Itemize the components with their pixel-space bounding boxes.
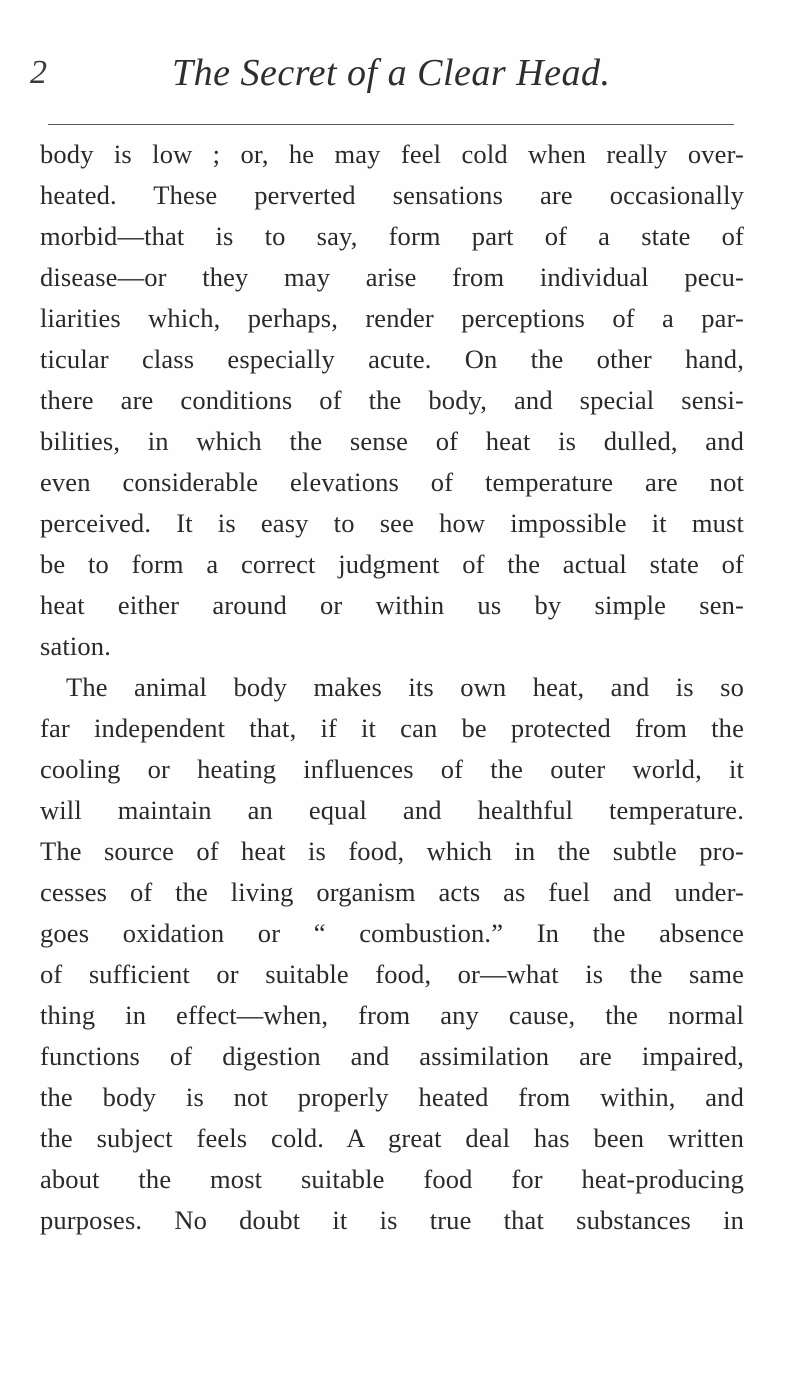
body-text (40, 134, 744, 1241)
text-line: ticular class especially acute. On the other hand, (40, 344, 744, 374)
text-line: functions of digestion and assimilation are impaired, (40, 1041, 744, 1071)
page-header (30, 48, 730, 98)
text-line: perceived. It is easy to see how impossible it must (40, 508, 744, 538)
text-line: the body is not properly heated from within, and (40, 1082, 744, 1112)
text-line: bilities, in which the sense of heat is dulled, and (40, 426, 744, 456)
text-line: heat either around or within us by simple sen- (40, 590, 744, 620)
text-line: goes oxidation or “ combustion.” In the absence (40, 918, 744, 948)
text-line: sation. (40, 631, 111, 661)
header-rule (48, 124, 734, 125)
text-line: thing in effect—when, from any cause, the normal (40, 1000, 744, 1030)
text-line: cesses of the living organism acts as fuel and under- (40, 877, 744, 907)
text-line: will maintain an equal and healthful temperature. (40, 795, 744, 825)
text-line: far independent that, if it can be protected from the (40, 713, 744, 743)
text-line: disease—or they may arise from individual pecu- (40, 262, 744, 292)
text-line: of sufficient or suitable food, or—what is the same (40, 959, 744, 989)
page-number: 2 (30, 54, 47, 91)
text-line: body is low ; or, he may feel cold when really over- (40, 139, 744, 169)
text-line: even considerable elevations of temperature are not (40, 467, 744, 497)
text-line: the subject feels cold. A great deal has been written (40, 1123, 744, 1153)
text-line: morbid—that is to say, form part of a state of (40, 221, 744, 251)
text-line: The source of heat is food, which in the subtle pro- (40, 836, 744, 866)
text-line: there are conditions of the body, and special sensi- (40, 385, 744, 415)
text-line: The animal body makes its own heat, and is so (66, 672, 744, 702)
text-line: heated. These perverted sensations are occasionally (40, 180, 744, 210)
running-title: The Secret of a Clear Head. (172, 52, 611, 94)
text-line: liarities which, perhaps, render perceptions of a par- (40, 303, 744, 333)
text-line: about the most suitable food for heat-producing (40, 1164, 744, 1194)
text-line: be to form a correct judgment of the actual state of (40, 549, 744, 579)
text-line: cooling or heating influences of the outer world, it (40, 754, 744, 784)
text-line: purposes. No doubt it is true that substances in (40, 1205, 744, 1235)
